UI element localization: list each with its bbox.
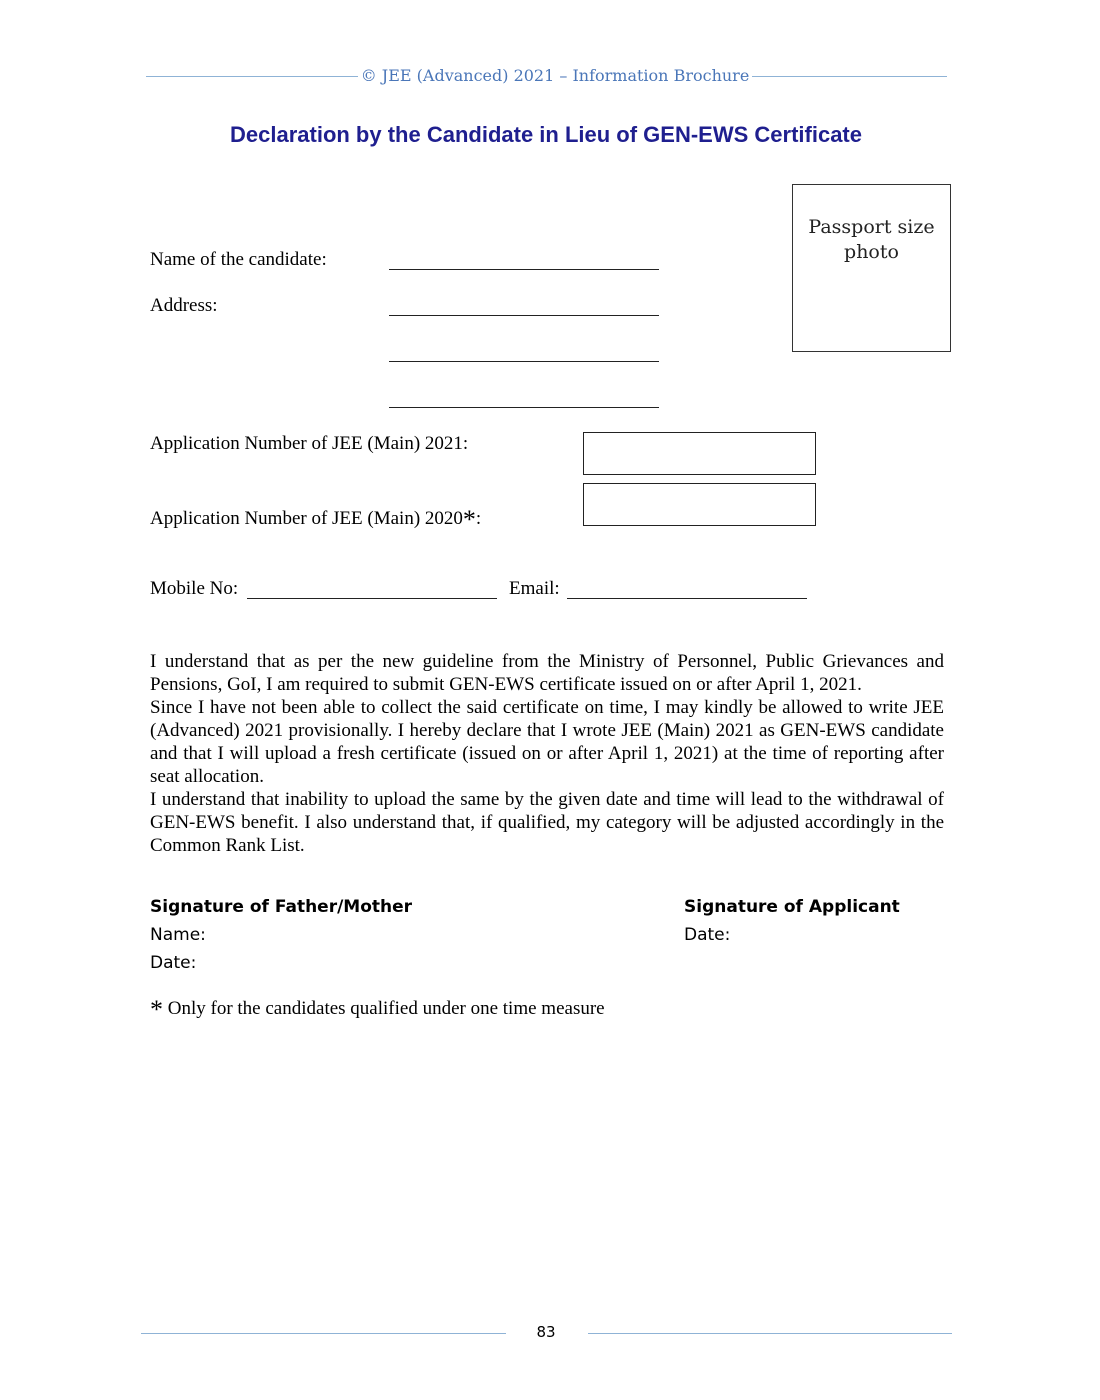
parent-signature-heading: Signature of Father/Mother: [150, 897, 413, 917]
header-rule-left: [146, 76, 358, 77]
app-2021-input-box[interactable]: [583, 432, 816, 475]
email-label: Email:: [509, 578, 560, 599]
name-field[interactable]: [389, 269, 659, 270]
app-2020-asterisk: *: [462, 505, 476, 534]
declaration-para-1: I understand that as per the new guideline from the Ministry of Personnel, Public Grievances and Pensions, GoI, I am required to submit GEN-EWS certificate issued on or after April 1, 2021.: [150, 651, 944, 695]
name-label: Name of the candidate:: [150, 249, 327, 270]
parent-signature-block: [150, 893, 412, 977]
address-field-line-3[interactable]: [389, 407, 659, 408]
address-field-line-1[interactable]: [389, 315, 659, 316]
footnote: [150, 995, 605, 1024]
address-label: Address:: [150, 295, 218, 316]
footer-rule-right: [588, 1333, 952, 1334]
passport-photo-box: [792, 184, 951, 352]
applicant-date-label: Date:: [684, 925, 731, 945]
header-title: © JEE (Advanced) 2021 – Information Brochure: [360, 66, 750, 85]
parent-date-label: Date:: [150, 953, 197, 973]
photo-box-line1: Passport size: [808, 216, 935, 238]
app-2020-colon: :: [475, 508, 482, 529]
mobile-label: Mobile No:: [150, 578, 239, 599]
footnote-text: Only for the candidates qualified under one time measure: [163, 998, 605, 1019]
app-2020-label: [150, 505, 482, 534]
applicant-signature-block: [684, 893, 900, 949]
declaration-text: [150, 650, 944, 857]
footer-rule-left: [141, 1333, 506, 1334]
declaration-para-3: I understand that inability to upload the same by the given date and time will lead to the withdrawal of GEN-EWS benefit. I also understand that, if qualified, my category will be adjusted accordingly in the Common Rank List.: [150, 789, 944, 856]
page-number: 83: [536, 1323, 556, 1341]
header-rule-right: [752, 76, 947, 77]
email-field[interactable]: [567, 598, 807, 599]
app-2021-label: Application Number of JEE (Main) 2021:: [150, 433, 469, 454]
declaration-para-2: Since I have not been able to collect the said certificate on time, I may kindly be allowed to write JEE (Advanced) 2021 provisionally. I hereby declare that I wrote JEE (Main) 2021 as GEN-EWS candidate and that I will upload a fresh certificate (issued on or after April 1, 2021) at the time of reporting after seat allocation.: [150, 697, 944, 787]
parent-name-label: Name:: [150, 925, 206, 945]
applicant-signature-heading: Signature of Applicant: [684, 897, 900, 917]
mobile-field[interactable]: [247, 598, 497, 599]
address-field-line-2[interactable]: [389, 361, 659, 362]
photo-box-line2: photo: [844, 241, 899, 263]
app-2020-input-box[interactable]: [583, 483, 816, 526]
page-title: Declaration by the Candidate in Lieu of GEN-EWS Certificate: [230, 122, 862, 147]
app-2020-label-text: Application Number of JEE (Main) 2020: [150, 508, 463, 529]
footnote-asterisk: *: [150, 995, 163, 1024]
